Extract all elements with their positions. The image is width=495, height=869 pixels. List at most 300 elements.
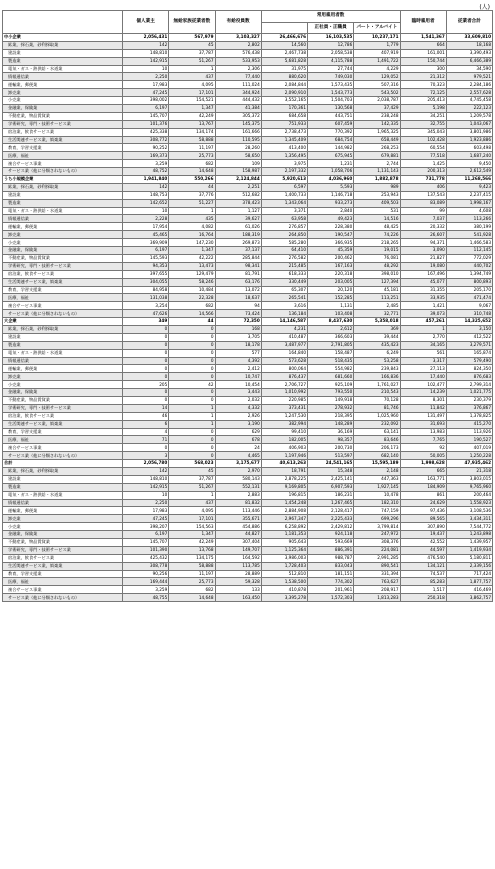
- table-row: [3, 120, 493, 128]
- value-cell: 699,296: [354, 515, 400, 523]
- value-cell: 45,465: [123, 231, 169, 239]
- value-cell: 1: [169, 491, 215, 499]
- table-row: [3, 436, 493, 444]
- value-cell: 9,423: [446, 183, 492, 191]
- value-cell: 230,379: [446, 396, 492, 404]
- value-cell: 2,738,473: [261, 128, 307, 136]
- value-cell: 717,424: [446, 570, 492, 578]
- value-cell: 435,423: [354, 341, 400, 349]
- value-cell: 1,558,923: [446, 499, 492, 507]
- value-cell: 543,502: [354, 89, 400, 97]
- value-cell: 50,005: [400, 452, 446, 460]
- section-total-cell: 5,358,018: [354, 318, 400, 326]
- table-row: [3, 570, 493, 578]
- section-total-cell: 3,175,677: [215, 460, 261, 468]
- value-cell: 83,089: [400, 199, 446, 207]
- value-cell: 16,764: [169, 231, 215, 239]
- value-cell: 2,090,910: [261, 89, 307, 97]
- value-cell: 94,371: [400, 239, 446, 247]
- table-row: [3, 239, 493, 247]
- value-cell: 1,761,027: [354, 381, 400, 389]
- table-row: [3, 373, 493, 381]
- value-cell: 398,010: [354, 270, 400, 278]
- industry-label: 情報通信業: [3, 499, 123, 507]
- value-cell: 443,751: [308, 112, 354, 120]
- value-cell: 1,419,934: [446, 546, 492, 554]
- value-cell: 682,140: [354, 452, 400, 460]
- value-cell: 1,347: [169, 531, 215, 539]
- value-cell: 747,159: [354, 507, 400, 515]
- value-cell: 0: [123, 333, 169, 341]
- value-cell: 19,437: [400, 531, 446, 539]
- value-cell: 13,767: [169, 120, 215, 128]
- table-row: [3, 254, 493, 262]
- value-cell: 113,266: [446, 215, 492, 223]
- value-cell: 164,592: [215, 554, 261, 562]
- value-cell: 3,395,278: [261, 594, 307, 602]
- value-cell: 0: [169, 428, 215, 436]
- industry-label: 学術研究，専門・技術サービス業: [3, 404, 123, 412]
- value-cell: 4,229: [354, 65, 400, 73]
- value-cell: 161,666: [215, 128, 261, 136]
- value-cell: 142: [123, 183, 169, 191]
- industry-label: 金融業，保険業: [3, 105, 123, 113]
- value-cell: 1,454,248: [261, 499, 307, 507]
- value-cell: 0: [169, 325, 215, 333]
- table-row: [3, 578, 493, 586]
- value-cell: 13,983: [400, 428, 446, 436]
- value-cell: 220,318: [308, 270, 354, 278]
- value-cell: 409,503: [354, 199, 400, 207]
- value-cell: 99: [400, 207, 446, 215]
- value-cell: 0: [169, 452, 215, 460]
- value-cell: 285,844: [215, 254, 261, 262]
- table-row: [3, 444, 493, 452]
- value-cell: 60,554: [400, 144, 446, 152]
- value-cell: 34,590: [446, 65, 492, 73]
- value-cell: 1,345,409: [261, 136, 307, 144]
- value-cell: 3,487,977: [261, 341, 307, 349]
- value-cell: 10: [123, 491, 169, 499]
- value-cell: 355,671: [215, 515, 261, 523]
- industry-label: 金融業，保険業: [3, 389, 123, 397]
- value-cell: 65,307: [261, 286, 307, 294]
- value-cell: 94: [215, 302, 261, 310]
- value-cell: 924,118: [308, 531, 354, 539]
- value-cell: 268,253: [354, 144, 400, 152]
- value-cell: 37,787: [169, 49, 215, 57]
- value-cell: 573,628: [261, 357, 307, 365]
- value-cell: 1,813,283: [354, 594, 400, 602]
- value-cell: 0: [169, 333, 215, 341]
- value-cell: 682: [169, 302, 215, 310]
- value-cell: 2,612,549: [446, 168, 492, 176]
- value-cell: 101,390: [123, 546, 169, 554]
- industry-label: サービス業（他に分類されないもの）: [3, 452, 123, 460]
- value-cell: 1,058,706: [308, 168, 354, 176]
- table-row: [3, 286, 493, 294]
- value-cell: 97,436: [400, 507, 446, 515]
- value-cell: 2,251: [215, 183, 261, 191]
- value-cell: 27,744: [308, 65, 354, 73]
- value-cell: 168: [215, 325, 261, 333]
- value-cell: 7,544,772: [446, 523, 492, 531]
- value-cell: 63,176: [215, 278, 261, 286]
- value-cell: 136,184: [261, 310, 307, 318]
- section-total-cell: 11,268,566: [446, 176, 492, 184]
- value-cell: 158,487: [308, 349, 354, 357]
- table-body: [3, 34, 493, 602]
- value-cell: 0: [123, 365, 169, 373]
- value-cell: 1,425: [400, 160, 446, 168]
- value-cell: 933,273: [308, 199, 354, 207]
- value-cell: 51,267: [169, 57, 215, 65]
- value-cell: 366,935: [308, 239, 354, 247]
- value-cell: 2,706,727: [261, 381, 307, 389]
- industry-label: 建設業: [3, 475, 123, 483]
- value-cell: 1,573,435: [308, 81, 354, 89]
- industry-label: 宿泊業，飲食サービス業: [3, 270, 123, 278]
- table-row: [3, 278, 493, 286]
- value-cell: 13,072: [215, 286, 261, 294]
- value-cell: 58,650: [215, 152, 261, 160]
- value-cell: 1,127: [215, 207, 261, 215]
- value-cell: 149,707: [215, 546, 261, 554]
- value-cell: 218,265: [354, 239, 400, 247]
- table-row: [3, 65, 493, 73]
- section-total-cell: 457,261: [400, 318, 446, 326]
- value-cell: 37,137: [215, 247, 261, 255]
- table-row: [3, 491, 493, 499]
- table-row: [3, 594, 493, 602]
- value-cell: 3,259: [123, 160, 169, 168]
- value-cell: 21,318: [446, 467, 492, 475]
- table-row: [3, 49, 493, 57]
- value-cell: 10,454: [215, 381, 261, 389]
- header-paid-officers: 有給役員数: [215, 11, 261, 34]
- value-cell: 10,478: [354, 491, 400, 499]
- value-cell: 3,150: [446, 325, 492, 333]
- value-cell: 684,754: [308, 136, 354, 144]
- value-cell: 437: [169, 499, 215, 507]
- value-cell: 513,597: [308, 452, 354, 460]
- value-cell: 988,787: [308, 554, 354, 562]
- table-row: [3, 128, 493, 136]
- value-cell: 398,002: [123, 97, 169, 105]
- value-cell: 48,752: [123, 168, 169, 176]
- value-cell: 5,198: [400, 105, 446, 113]
- value-cell: 253,943: [354, 191, 400, 199]
- value-cell: 751,933: [261, 120, 307, 128]
- table-row: [3, 333, 493, 341]
- industry-label: 医療，福祉: [3, 152, 123, 160]
- value-cell: 101,376: [123, 120, 169, 128]
- value-cell: 64,410: [261, 247, 307, 255]
- section-title: うち小規模企業: [3, 176, 123, 184]
- value-cell: 3,862,757: [446, 594, 492, 602]
- value-cell: 541,928: [446, 231, 492, 239]
- value-cell: 92: [400, 444, 446, 452]
- value-cell: 134,174: [169, 128, 215, 136]
- value-cell: 1,146,718: [308, 191, 354, 199]
- value-cell: 6,907,593: [308, 483, 354, 491]
- section-total-cell: 731,778: [400, 176, 446, 184]
- value-cell: 142,915: [123, 57, 169, 65]
- section-total-cell: 26,466,676: [261, 34, 307, 42]
- table-row: [3, 310, 493, 318]
- value-cell: 4,332: [215, 404, 261, 412]
- value-cell: 190,547: [308, 231, 354, 239]
- value-cell: 113,926: [446, 428, 492, 436]
- value-cell: 31,355: [400, 286, 446, 294]
- value-cell: 200,462: [308, 254, 354, 262]
- value-cell: 1,250,228: [446, 452, 492, 460]
- industry-label: 小売業: [3, 97, 123, 105]
- value-cell: 196,815: [261, 491, 307, 499]
- value-cell: 925,109: [308, 381, 354, 389]
- value-cell: 144,982: [308, 144, 354, 152]
- industry-label: 医療，福祉: [3, 436, 123, 444]
- value-cell: 188,319: [215, 231, 261, 239]
- industry-label: 鉱業，採石業，砂利採取業: [3, 467, 123, 475]
- value-cell: 163,450: [215, 594, 261, 602]
- value-cell: 133: [215, 586, 261, 594]
- value-cell: 14,560: [261, 41, 307, 49]
- value-cell: 19,080: [400, 262, 446, 270]
- value-cell: 47,245: [123, 89, 169, 97]
- value-cell: 47,626: [123, 310, 169, 318]
- value-cell: 4,095: [169, 81, 215, 89]
- value-cell: 166,836: [354, 373, 400, 381]
- value-cell: 373,431: [261, 404, 307, 412]
- industry-label: 卸売業: [3, 89, 123, 97]
- section-total-row: [3, 34, 493, 42]
- value-cell: 110,595: [215, 136, 261, 144]
- table-row: [3, 349, 493, 357]
- value-cell: 142: [123, 467, 169, 475]
- value-cell: 1,572,303: [308, 594, 354, 602]
- value-cell: 300: [400, 65, 446, 73]
- value-cell: 307,890: [400, 523, 446, 531]
- table-row: [3, 381, 493, 389]
- section-total-cell: 8,437,630: [308, 318, 354, 326]
- section-total-cell: 2,056,431: [123, 34, 169, 42]
- value-cell: 39,444: [354, 333, 400, 341]
- section-total-cell: 1,882,878: [354, 176, 400, 184]
- value-cell: 109: [215, 160, 261, 168]
- value-cell: 278,932: [308, 404, 354, 412]
- value-cell: 2,557,628: [446, 89, 492, 97]
- header-blank: [3, 11, 123, 34]
- value-cell: 679,881: [354, 152, 400, 160]
- table-row: [3, 160, 493, 168]
- value-cell: 684,658: [261, 112, 307, 120]
- value-cell: 1: [169, 207, 215, 215]
- value-cell: 310,748: [446, 310, 492, 318]
- value-cell: 1,400,733: [261, 191, 307, 199]
- industry-label: 教育，学習支援業: [3, 144, 123, 152]
- value-cell: 1,965,325: [354, 128, 400, 136]
- value-cell: 0: [169, 444, 215, 452]
- value-cell: 1,517: [400, 586, 446, 594]
- value-cell: 1: [169, 412, 215, 420]
- value-cell: 134,175: [169, 554, 215, 562]
- value-cell: 658,449: [354, 136, 400, 144]
- value-cell: 518,435: [308, 357, 354, 365]
- section-title: 大企業: [3, 318, 123, 326]
- value-cell: 148,810: [123, 475, 169, 483]
- value-cell: 369: [354, 325, 400, 333]
- industry-label: 不動産業，物品賃貸業: [3, 396, 123, 404]
- value-cell: 1,439,957: [446, 539, 492, 547]
- value-cell: 410,878: [261, 586, 307, 594]
- value-cell: 331,394: [354, 570, 400, 578]
- value-cell: 18,637: [215, 294, 261, 302]
- value-cell: 2,306: [215, 65, 261, 73]
- value-cell: 4,095: [169, 507, 215, 515]
- value-cell: 182,005: [261, 436, 307, 444]
- value-cell: 0: [169, 357, 215, 365]
- value-cell: 247,972: [354, 531, 400, 539]
- table-row: [3, 262, 493, 270]
- value-cell: 561: [400, 349, 446, 357]
- value-cell: 11,197: [169, 144, 215, 152]
- value-cell: 2,791,805: [308, 341, 354, 349]
- value-cell: 1: [169, 420, 215, 428]
- value-cell: 220,985: [261, 396, 307, 404]
- value-cell: 10: [123, 207, 169, 215]
- value-cell: 36,169: [308, 428, 354, 436]
- value-cell: 148,810: [123, 49, 169, 57]
- industry-label: 情報通信業: [3, 73, 123, 81]
- value-cell: 24: [215, 444, 261, 452]
- table-row: [3, 183, 493, 191]
- industry-label: 鉱業，採石業，砂利採取業: [3, 183, 123, 191]
- header-total-workers: 従業者合計: [446, 11, 492, 34]
- value-cell: 276,857: [261, 223, 307, 231]
- value-cell: 0: [123, 357, 169, 365]
- value-cell: 129,052: [354, 73, 400, 81]
- value-cell: 10,484: [169, 286, 215, 294]
- value-cell: 1,343,064: [261, 199, 307, 207]
- value-cell: 425,338: [123, 128, 169, 136]
- value-cell: 5,593: [308, 183, 354, 191]
- value-cell: 44,597: [400, 546, 446, 554]
- table-row: [3, 302, 493, 310]
- value-cell: 70,323: [400, 81, 446, 89]
- value-cell: 205,170: [446, 286, 492, 294]
- value-cell: 585,280: [261, 239, 307, 247]
- value-cell: 2,250: [123, 73, 169, 81]
- table-row: [3, 396, 493, 404]
- value-cell: 905,643: [261, 539, 307, 547]
- value-cell: 398,207: [123, 523, 169, 531]
- industry-label: 建設業: [3, 191, 123, 199]
- value-cell: 154,563: [169, 523, 215, 531]
- table-row: [3, 231, 493, 239]
- value-cell: 7,037: [400, 215, 446, 223]
- value-cell: 26,607: [400, 231, 446, 239]
- industry-label: 製造業: [3, 483, 123, 491]
- section-total-cell: 4,036,960: [308, 176, 354, 184]
- value-cell: 6,466,389: [446, 57, 492, 65]
- value-cell: 3,371: [261, 207, 307, 215]
- industry-label: 生活関連サービス業，娯楽業: [3, 278, 123, 286]
- value-cell: 74,537: [400, 570, 446, 578]
- value-cell: 9,765,960: [446, 483, 492, 491]
- value-cell: 169,373: [123, 152, 169, 160]
- value-cell: 182,310: [354, 499, 400, 507]
- value-cell: 228,380: [308, 223, 354, 231]
- value-cell: 13,768: [169, 546, 215, 554]
- value-cell: 2,148: [354, 467, 400, 475]
- industry-label: 学術研究，専門・技術サービス業: [3, 546, 123, 554]
- section-total-cell: 1,541,367: [400, 34, 446, 42]
- value-cell: 471,474: [446, 294, 492, 302]
- table-row: [3, 57, 493, 65]
- section-total-cell: 10,237,171: [354, 34, 400, 42]
- value-cell: 3,090: [400, 247, 446, 255]
- table-row: [3, 531, 493, 539]
- value-cell: 1,231: [308, 160, 354, 168]
- industry-label: 金融業，保険業: [3, 247, 123, 255]
- value-cell: 224,081: [354, 546, 400, 554]
- value-cell: 308,778: [123, 562, 169, 570]
- table-row: [3, 428, 493, 436]
- value-cell: 2,612: [308, 325, 354, 333]
- value-cell: 25,773: [169, 152, 215, 160]
- section-total-cell: 14,146,587: [261, 318, 307, 326]
- value-cell: 61,026: [215, 223, 261, 231]
- value-cell: 58,246: [169, 278, 215, 286]
- value-cell: 3,552,165: [261, 97, 307, 105]
- value-cell: 147,230: [169, 239, 215, 247]
- value-cell: 85,283: [400, 578, 446, 586]
- value-cell: 42,249: [169, 112, 215, 120]
- value-cell: 1,209,578: [446, 112, 492, 120]
- table-row: [3, 507, 493, 515]
- value-cell: 71: [123, 436, 169, 444]
- value-cell: 3,259: [123, 586, 169, 594]
- value-cell: 2,884,908: [261, 507, 307, 515]
- value-cell: 51,267: [169, 483, 215, 491]
- value-cell: 1,728,403: [261, 562, 307, 570]
- value-cell: 18,178: [215, 341, 261, 349]
- value-cell: 2,485: [354, 302, 400, 310]
- value-cell: 772,029: [446, 254, 492, 262]
- value-cell: 1,181,353: [261, 531, 307, 539]
- value-cell: 33,935: [400, 294, 446, 302]
- section-total-cell: 5,920,613: [261, 176, 307, 184]
- value-cell: 37,776: [169, 191, 215, 199]
- industry-label: 卸売業: [3, 231, 123, 239]
- value-cell: 824,350: [446, 365, 492, 373]
- industry-label: 宿泊業，飲食サービス業: [3, 128, 123, 136]
- value-cell: 2,802: [215, 41, 261, 49]
- value-cell: 3: [123, 452, 169, 460]
- industry-label: サービス業（他に分類されないもの）: [3, 594, 123, 602]
- value-cell: 454,886: [215, 523, 261, 531]
- section-total-cell: 44: [169, 318, 215, 326]
- table-row: [3, 73, 493, 81]
- value-cell: 164,840: [261, 349, 307, 357]
- value-cell: 17,101: [169, 515, 215, 523]
- value-cell: 330,449: [261, 278, 307, 286]
- value-cell: 269,873: [215, 239, 261, 247]
- value-cell: 32,771: [354, 310, 400, 318]
- value-cell: 1,779: [354, 41, 400, 49]
- industry-label: 教育，学習支援業: [3, 286, 123, 294]
